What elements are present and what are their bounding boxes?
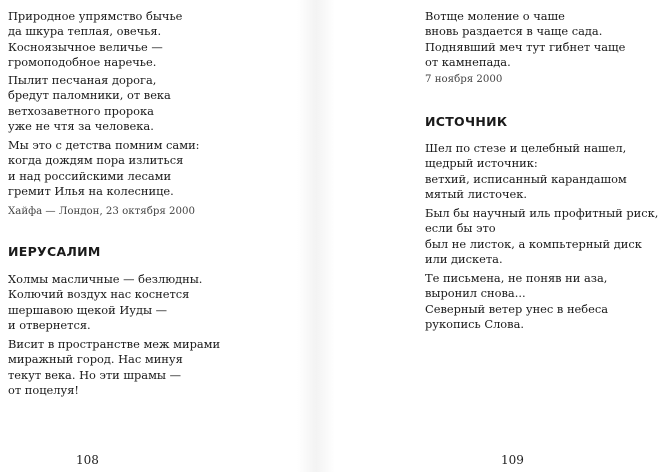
left-stanza-5	[8, 337, 220, 398]
verse-line: если бы это	[425, 221, 496, 236]
poem-title: ИСТОЧНИК	[425, 114, 508, 129]
left-page	[0, 0, 316, 472]
verse-line: миражный город. Нас минуя	[8, 352, 183, 367]
verse-line: щедрый источник:	[425, 156, 538, 171]
page-number: 108	[76, 453, 99, 467]
verse-line: Природное упрямство бычье	[8, 9, 183, 23]
left-stanza-2	[8, 73, 171, 134]
verse-line: ветхий, исписанный карандашом	[425, 171, 627, 186]
dateline: Хайфа — Лондон, 23 октября 2000	[8, 206, 195, 217]
right-page	[316, 0, 658, 472]
verse-line: Поднявший меч тут гибнет чаще	[425, 39, 626, 54]
left-stanza-4	[8, 272, 202, 333]
verse-line: и над российскими лесами	[8, 168, 172, 183]
right-stanza-1	[425, 9, 625, 70]
verse-line: Те письмена, не поняв ни аза,	[425, 271, 608, 285]
verse-line: Холмы масличные — безлюдны.	[8, 272, 203, 286]
verse-line: от камнепада.	[425, 54, 511, 69]
verse-line: да шкура теплая, овечья.	[8, 24, 162, 39]
verse-line: от поцелуя!	[8, 382, 79, 397]
verse-line: Колючий воздух нас коснется	[8, 287, 190, 302]
verse-line: шершавою щекой Иуды —	[8, 302, 168, 317]
verse-line: рукопись Слова.	[425, 316, 524, 331]
verse-line: Мы это с детства помним сами:	[8, 138, 200, 152]
verse-line: Был бы научный иль профитный риск,	[425, 206, 658, 220]
verse-line: выронил снова...	[425, 286, 526, 301]
page-number: 109	[501, 453, 524, 467]
verse-line: Шел по стезе и целебный нашел,	[425, 141, 627, 155]
verse-line: Косноязычное величье —	[8, 39, 163, 54]
verse-line: ветхозаветного пророка	[8, 103, 154, 118]
verse-line: когда дождям пора излиться	[8, 153, 184, 168]
verse-line: Северный ветер унес в небеса	[425, 301, 609, 316]
verse-line: и отвернется.	[8, 317, 91, 332]
verse-line: мятый листочек.	[425, 186, 528, 201]
right-stanza-2	[425, 141, 627, 202]
left-stanza-1	[8, 9, 182, 70]
verse-line: был не листок, а компьтерный диск	[425, 236, 642, 251]
verse-line: гремит Илья на колеснице.	[8, 183, 174, 198]
verse-line: или дискета.	[425, 251, 503, 266]
left-stanza-3	[8, 138, 200, 199]
verse-line: уже не чтя за человека.	[8, 118, 154, 133]
verse-line: вновь раздается в чаще сада.	[425, 24, 603, 39]
right-stanza-4	[425, 271, 608, 332]
poem-title: ИЕРУСАЛИМ	[8, 244, 101, 259]
dateline: 7 ноября 2000	[425, 74, 503, 85]
verse-line: Висит в пространстве меж мирами	[8, 337, 221, 351]
verse-line: Пылит песчаная дорога,	[8, 73, 157, 87]
verse-line: текут века. Но эти шрамы —	[8, 367, 182, 382]
right-stanza-3	[425, 206, 658, 267]
verse-line: бредут паломники, от века	[8, 88, 171, 103]
verse-line: громоподобное наречье.	[8, 54, 157, 69]
verse-line: Вотще моление о чаше	[425, 9, 565, 23]
